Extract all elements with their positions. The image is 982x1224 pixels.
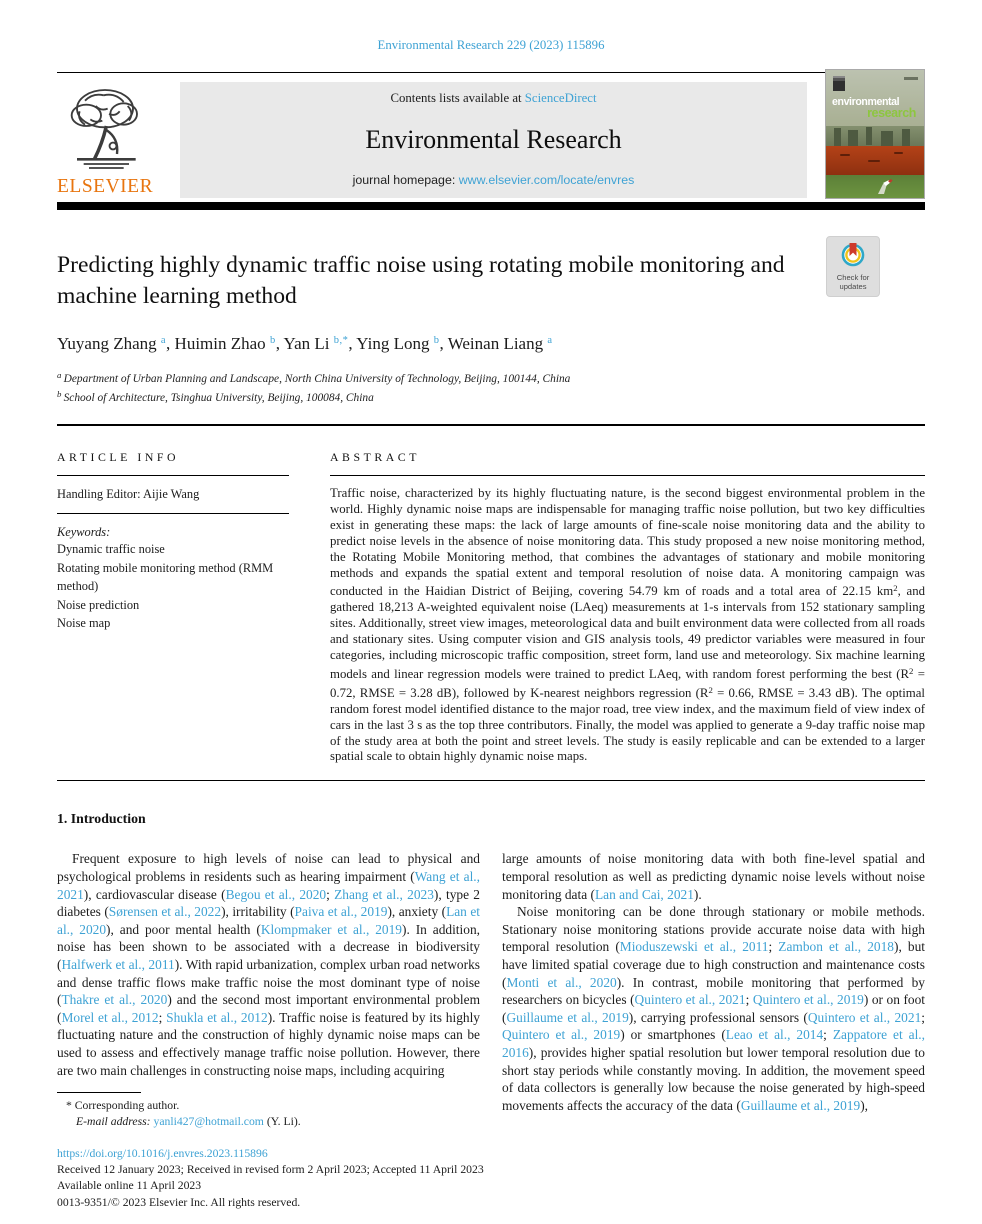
abstract-bottom-rule [57, 780, 925, 781]
inline-citation[interactable]: Mioduszewski et al., 2011 [619, 939, 769, 955]
inline-citation[interactable]: Sørensen et al., 2022 [108, 904, 222, 920]
inline-citation[interactable]: Morel et al., 2012 [61, 1009, 159, 1025]
journal-cover-thumbnail[interactable] [825, 69, 925, 199]
cover-building [902, 129, 910, 147]
inline-citation[interactable]: Quintero et al., 2021 [634, 992, 746, 1008]
inline-citation[interactable]: Monti et al., 2020 [506, 974, 617, 990]
intro-paragraph: Noise monitoring can be done through stationary or mobile methods. Stationary noise monitoring stations provide accurate noise data with high temporal resolution (Mioduszewski et al., 2011; Zambon et al., 2018), but have limited spatial coverage due to high construction and maintenance costs (Monti et al., 2020). In contrast, mobile monitoring that performed by researchers on bicycles (Quintero et al., 2021; Quintero et al., 2019) or on foot (Guillaume et al., 2019), carrying professional sensors (Quintero et al., 2021; Quintero et al., 2019) or smartphones (Leao et al., 2014; Zappatore et al., 2016), provides higher spatial resolution but lower temporal resolution due to short stay periods while constantly moving. In addition, the movement speed of data collectors is generally low because the noise generated by high-speed movements affects the accuracy of the data (Guillaume et al., 2019), [502, 904, 926, 1113]
issn-copyright-line: 0013-9351/© 2023 Elsevier Inc. All rights reserved. [57, 1195, 301, 1209]
cover-column [807, 82, 925, 198]
inline-citation[interactable]: Thakre et al., 2020 [61, 992, 168, 1008]
elsevier-logo[interactable] [57, 82, 180, 198]
info-rule [57, 475, 289, 476]
inline-citation[interactable]: Zappatore et al., 2016 [502, 1027, 925, 1060]
inline-citation[interactable]: Guillaume et al., 2019 [506, 1009, 629, 1025]
cover-building [866, 127, 872, 145]
info-rule [57, 513, 289, 514]
footnote-divider [57, 1092, 141, 1093]
check-for-updates-badge[interactable] [826, 236, 880, 297]
homepage-line: journal homepage: www.elsevier.com/locate/envres [352, 173, 635, 187]
corresponding-author-note: * Corresponding author. [66, 1098, 180, 1112]
inline-citation[interactable]: Lan and Cai, 2021 [594, 886, 694, 902]
section-rule [57, 424, 925, 426]
journal-homepage-link[interactable]: www.elsevier.com/locate/envres [458, 173, 635, 187]
inline-citation[interactable]: Begou et al., 2020 [225, 886, 327, 902]
inline-citation[interactable]: Lan et al., 2020 [57, 904, 480, 937]
inline-citation[interactable]: Paiva et al., 2019 [294, 904, 388, 920]
intro-paragraph: Frequent exposure to high levels of noise can lead to physical and psychological problems in residents such as hearing impairment (Wang et al., 2021), cardiovascular disease (Begou et al., 2020; Zhang et al., 2023), type 2 diabetes (Sørensen et al., 2022), irritability (Paiva et al., 2019), anxiety (Lan et al., 2020), and poor mental health (Klompmaker et al., 2019). In addition, noise has been shown to be associated with a decrease in biodiversity (Halfwerk et al., 2011). With rapid urbanization, complex urban road networks and dense traffic flows make traffic noise the most dominant type of noise (Thakre et al., 2020) and the second most important environmental problem (Morel et al., 2012; Shukla et al., 2012). Traffic noise is featured by its highly fluctuating nature and the construction of highly dynamic noise maps can be used to assess and effectively manage traffic noise pollution. However, there are two main challenges in constructing noise maps, including acquiring [57, 851, 481, 1078]
affiliation-b: $^b$ School of Architecture, Tsinghua University, Beijing, 100084, China [57, 388, 374, 404]
inline-citation[interactable]: Guillaume et al., 2019 [740, 1097, 861, 1113]
cover-title-line1: environmental [832, 96, 900, 108]
contents-line: Contents lists available at ScienceDirect [390, 91, 597, 105]
keyword-item: Rotating mobile monitoring method (RMM method) [57, 560, 274, 594]
inline-citation[interactable]: Wang et al., 2021 [57, 868, 481, 902]
cover-publisher-mark [833, 76, 845, 91]
introduction-section [57, 811, 925, 1114]
article-info-column [57, 450, 289, 765]
inline-citation[interactable]: Quintero et al., 2019 [502, 1027, 621, 1043]
introduction-heading: 1. Introduction [57, 811, 146, 827]
intro-left-column [57, 850, 480, 1114]
email-line: E-mail address: yanli427@hotmail.com (Y. Li). [76, 1115, 301, 1129]
inline-citation[interactable]: Zhang et al., 2023 [334, 886, 434, 902]
cover-issn-text [904, 77, 918, 80]
cover-plane-icon [874, 178, 896, 199]
cover-title-line2: research [867, 106, 916, 120]
abstract-text: Traffic noise, characterized by its highly fluctuating nature, is the second biggest environmental problem in the world. Highly dynamic noise maps are indispensable for managing traffic noise pollution, but two key difficulties exist in generating these maps: the lack of large amounts of fine-scale noise monitoring data and the ability to predict noise levels in the absence of noise monitoring data. This study proposed a new noise monitoring method, the Rotating Mobile Monitoring method, that combines the advantages of stationary and mobile monitoring methods and expands the spatial extent and temporal resolution of noise data. A monitoring campaign was conducted in the Haidian District of Beijing, covering 54.79 km of roads and a total area of 22.15 $km^2$, and gathered 18,213 A-weighted equivalent noise (LAeq) measurements at 1-s intervals from 152 stationary sampling sites. Additionally, street view images, meteorological data and built environment data were collected from all roads and stationary sites. Using computer vision and GIS analysis tools, 49 predictor variables were measured in four categories, including microscopic traffic composition, street form, land use and meteorology. Six machine learning models and linear regression models were trained to predict LAeq, with random forest performing the best ($R^2 = 0.72$, RMSE = 3.28 dB), followed by K-nearest neighbors regression ($R^2 = 0.66$, RMSE = 3.43 dB). The optimal random forest model identified distance to the major road, tree view index, and the maximum field of view index of cars in the last 3 s as the top three contributors. Finally, the model was applied to generate a 9-day traffic noise map of the study area at both the point and street levels. The study is easily replicable and can be extended to a larger spatial scale to obtain highly dynamic noise maps. [330, 485, 925, 764]
author-list: Yuyang Zhang $^a$, Huimin Zhao $^b$, Yan Li $^{b,*}$, Ying Long $^b$, Weinan Liang $^a$ [57, 333, 553, 353]
elsevier-tree-icon [57, 82, 153, 175]
keywords-list [57, 540, 289, 633]
inline-citation[interactable]: Quintero et al., 2019 [752, 992, 864, 1008]
abstract-rule [330, 475, 925, 476]
intro-paragraph: large amounts of noise monitoring data with both fine-level spatial and temporal resolution as well as predicting dynamic noise levels without noise monitoring data (Lan and Cai, 2021). [502, 851, 925, 902]
check-updates-icon [840, 254, 866, 271]
journal-citation-link[interactable]: Environmental Research 229 (2023) 115896 [377, 38, 605, 52]
inline-citation[interactable]: Leao et al., 2014 [725, 1027, 824, 1043]
inline-citation[interactable]: Shukla et al., 2012 [166, 1009, 268, 1025]
journal-banner [57, 82, 925, 198]
thick-divider-bar [57, 202, 925, 210]
top-rule [57, 72, 925, 73]
keyword-item: Noise map [57, 616, 111, 631]
page-footer [57, 1092, 925, 1211]
intro-right-column [502, 850, 925, 1114]
affiliations [57, 369, 925, 407]
elsevier-wordmark: ELSEVIER [57, 176, 154, 197]
affiliation-a: $^a$ Department of Urban Planning and Landscape, North China University of Technology, Beijing, 100144, China [57, 369, 571, 385]
abstract-column [330, 450, 925, 765]
cover-streak [894, 152, 903, 154]
check-updates-label: Check for updates [836, 273, 870, 292]
inline-citation[interactable]: Klompmaker et al., 2019 [260, 921, 402, 937]
cover-streak [840, 154, 850, 156]
journal-title: Environmental Research [365, 124, 622, 154]
keyword-item: Noise prediction [57, 597, 140, 612]
cover-building [834, 128, 841, 146]
inline-citation[interactable]: Quintero et al., 2021 [807, 1009, 922, 1025]
abstract-heading: ABSTRACT [330, 449, 420, 464]
inline-citation[interactable]: Halfwerk et al., 2011 [61, 956, 175, 972]
sciencedirect-link[interactable]: ScienceDirect [524, 91, 597, 105]
inline-citation[interactable]: Zambon et al., 2018 [778, 939, 894, 955]
keywords-label: Keywords: [57, 524, 111, 539]
banner-center [180, 82, 807, 198]
header-citation [57, 0, 925, 53]
article-title: Predicting highly dynamic traffic noise using rotating mobile monitoring and machine learning method [57, 252, 785, 310]
handling-editor: Handling Editor: Aijie Wang [57, 486, 200, 501]
cover-streak [868, 160, 880, 162]
keyword-item: Dynamic traffic noise [57, 541, 165, 556]
article-info-heading: ARTICLE INFO [57, 449, 180, 464]
doi-link[interactable]: https://doi.org/10.1016/j.envres.2023.115896 [57, 1146, 268, 1160]
received-line: Received 12 January 2023; Received in revised form 2 April 2023; Accepted 11 April 2023 [57, 1162, 484, 1176]
email-link[interactable]: yanli427@hotmail.com [153, 1115, 264, 1129]
doi-line [57, 1146, 925, 1162]
available-line: Available online 11 April 2023 [57, 1179, 202, 1193]
